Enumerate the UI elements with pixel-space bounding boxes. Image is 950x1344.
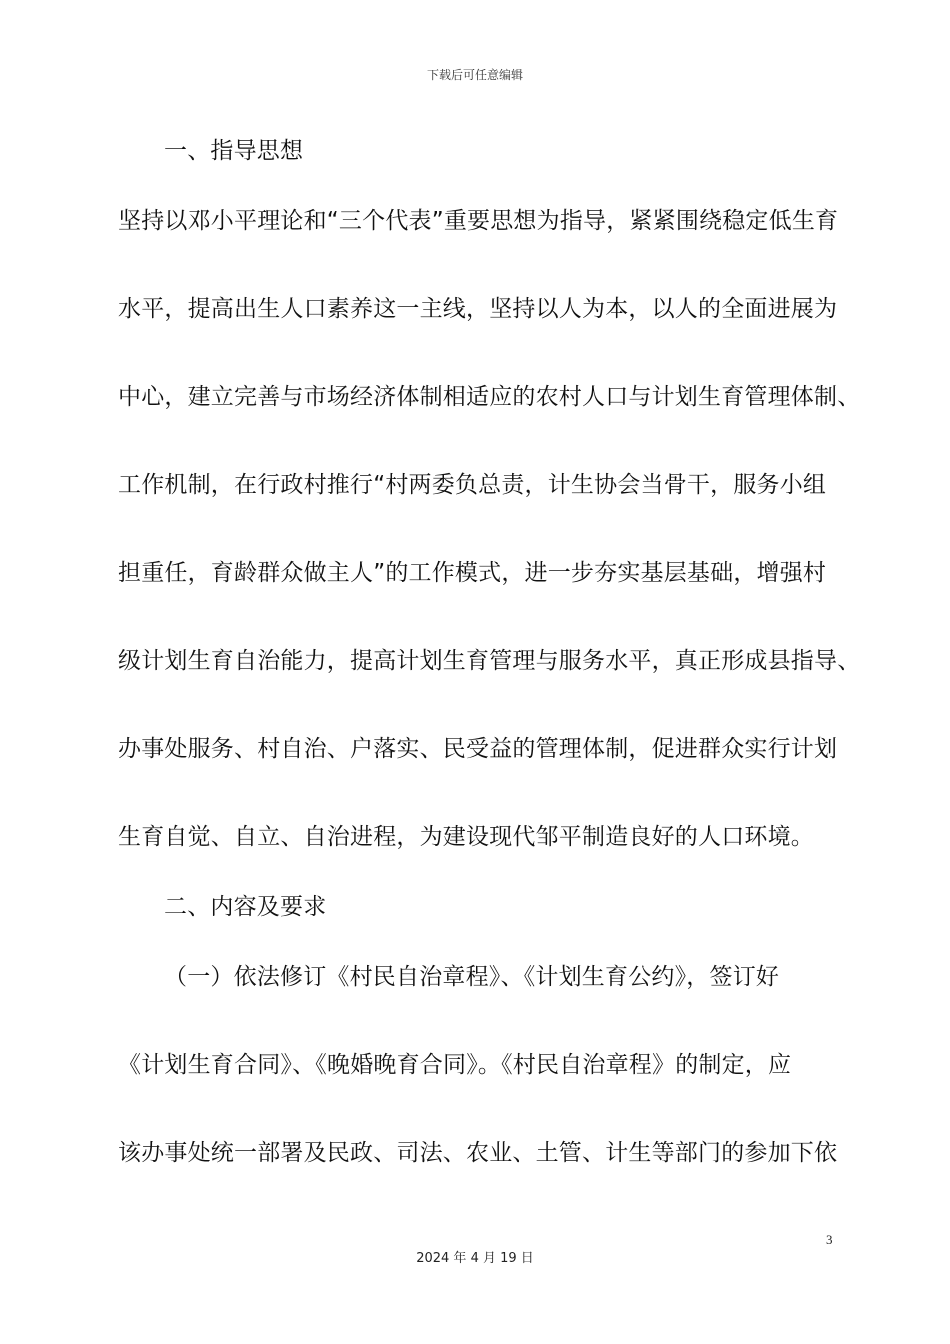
page-header-note: 下载后可任意编辑 xyxy=(426,68,523,82)
paragraph-line: 生育自觉、自立、自治进程，为建设现代邹平制造良好的人口环境。 xyxy=(118,824,814,850)
document-body xyxy=(118,128,861,1218)
paragraph-line: 《计划生育合同》、《晚婚晚育合同》。《村民自治章程》的制定，应 xyxy=(118,1052,792,1078)
paragraph-line: 办事处服务、村自治、户落实、民受益的管理体制，促进群众实行计划 xyxy=(118,736,838,762)
page-number: 3 xyxy=(826,1232,833,1247)
paragraph-line: 中心，建立完善与市场经济体制相适应的农村人口与计划生育管理体制、 xyxy=(118,384,861,410)
section-heading-content-requirements: 二、内容及要求 xyxy=(164,894,327,920)
paragraph-line: 级计划生育自治能力，提高计划生育管理与服务水平，真正形成县指导、 xyxy=(118,648,861,674)
paragraph-line: 水平，提高出生人口素养这一主线，坚持以人为本，以人的全面进展为 xyxy=(118,296,838,322)
paragraph-line: 该办事处统一部署及民政、司法、农业、土管、计生等部门的参加下依 xyxy=(118,1140,838,1166)
paragraph-line: 工作机制，在行政村推行“村两委负总责，计生协会当骨干，服务小组 xyxy=(118,472,827,498)
paragraph-line: 坚持以邓小平理论和“三个代表”重要思想为指导，紧紧围绕稳定低生育 xyxy=(118,208,839,234)
paragraph-line: 担重任，育龄群众做主人”的工作模式，进一步夯实基层基础，增强村 xyxy=(118,560,827,586)
paragraph-line: （一）依法修订《村民自治章程》、《计划生育公约》，签订好 xyxy=(164,964,780,990)
section-heading-guiding-thought: 一、指导思想 xyxy=(164,138,304,164)
page-footer-date: 2024 年 4 月 19 日 xyxy=(416,1251,534,1266)
